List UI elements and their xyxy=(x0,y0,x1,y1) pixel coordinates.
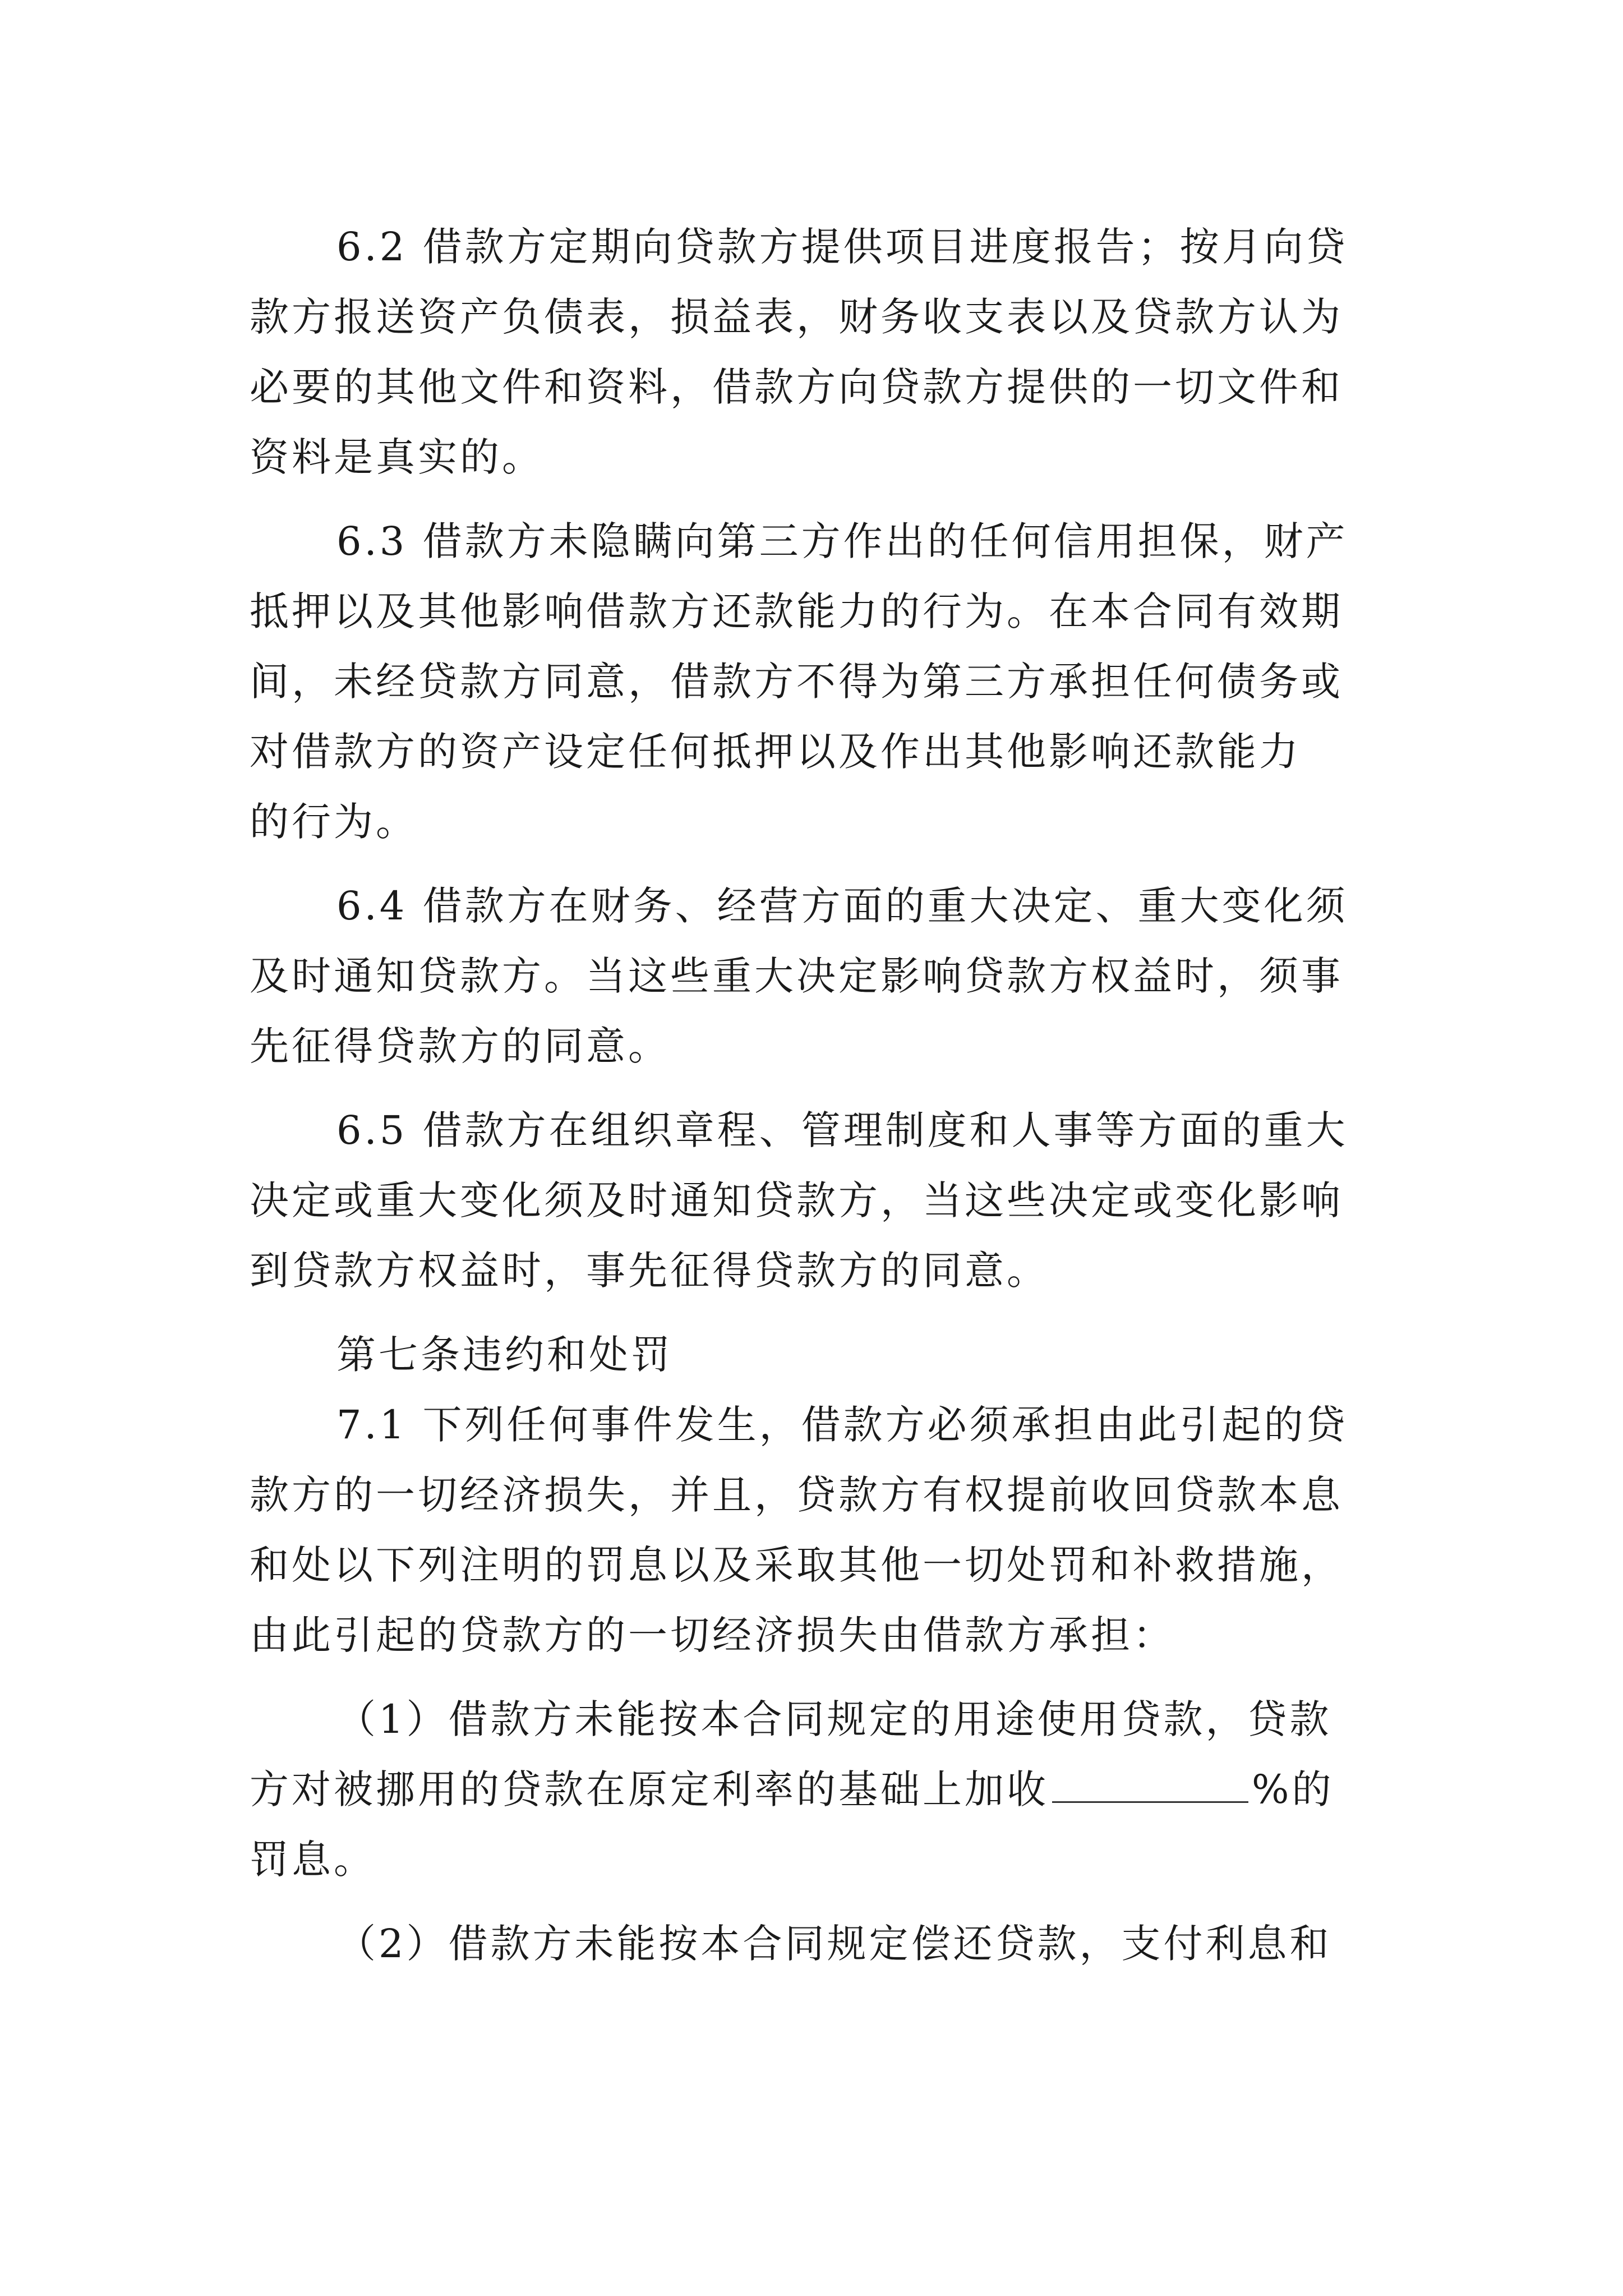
clause-7-1-1-line-2-text: 方对被挪用的贷款在原定利率的基础上加收 xyxy=(250,1766,1049,1812)
paragraph-6-3-line-3: 间，未经贷款方同意，借款方不得为第三方承担任何债务或 xyxy=(250,659,1343,705)
paragraph-6-3-line-1: 6.3 借款方未隐瞒向第三方作出的任何信用担保，财产 xyxy=(336,518,1348,564)
paragraph-7-1-line-4: 由此引起的贷款方的一切经济损失由借款方承担： xyxy=(250,1612,1175,1658)
paragraph-6-2-line-2: 款方报送资产负债表，损益表，财务收支表以及贷款方认为 xyxy=(250,294,1343,340)
paragraph-6-4-line-2: 及时通知贷款方。当这些重大决定影响贷款方权益时，须事 xyxy=(250,953,1343,999)
article-7-heading: 第七条违约和处罚 xyxy=(336,1332,673,1378)
clause-7-1-1-line-3: 罚息。 xyxy=(250,1837,376,1883)
paragraph-6-4-line-1: 6.4 借款方在财务、经营方面的重大决定、重大变化须 xyxy=(336,883,1348,929)
paragraph-6-3-line-2: 抵押以及其他影响借款方还款能力的行为。在本合同有效期 xyxy=(250,588,1343,634)
clause-7-1-2-line-1: （2）借款方未能按本合同规定偿还贷款，支付利息和 xyxy=(336,1921,1332,1967)
paragraph-6-2-line-3: 必要的其他文件和资料，借款方向贷款方提供的一切文件和 xyxy=(250,364,1343,410)
paragraph-6-5-line-2: 决定或重大变化须及时通知贷款方，当这些决定或变化影响 xyxy=(250,1177,1343,1223)
paragraph-6-2-line-1: 6.2 借款方定期向贷款方提供项目进度报告；按月向贷 xyxy=(336,224,1348,270)
clause-7-1-1-line-2-suffix: %的 xyxy=(1252,1766,1334,1812)
clause-7-1-1-line-1: （1）借款方未能按本合同规定的用途使用贷款，贷款 xyxy=(336,1696,1332,1742)
paragraph-6-3-line-5: 的行为。 xyxy=(250,799,418,845)
paragraph-7-1-line-1: 7.1 下列任何事件发生，借款方必须承担由此引起的贷 xyxy=(336,1402,1348,1448)
paragraph-6-5-line-3: 到贷款方权益时，事先征得贷款方的同意。 xyxy=(250,1248,1049,1294)
paragraph-6-3-line-4: 对借款方的资产设定任何抵押以及作出其他影响还款能力 xyxy=(250,729,1301,775)
paragraph-6-4-line-3: 先征得贷款方的同意。 xyxy=(250,1023,670,1069)
paragraph-6-5-line-1: 6.5 借款方在组织章程、管理制度和人事等方面的重大 xyxy=(336,1107,1348,1153)
paragraph-6-2-line-4: 资料是真实的。 xyxy=(250,434,544,480)
rate-blank-field[interactable] xyxy=(1052,1764,1248,1803)
paragraph-7-1-line-3: 和处以下列注明的罚息以及采取其他一切处罚和补救措施， xyxy=(250,1542,1343,1588)
clause-7-1-1-line-2 xyxy=(250,1759,1388,1820)
paragraph-7-1-line-2: 款方的一切经济损失，并且，贷款方有权提前收回贷款本息 xyxy=(250,1472,1343,1518)
